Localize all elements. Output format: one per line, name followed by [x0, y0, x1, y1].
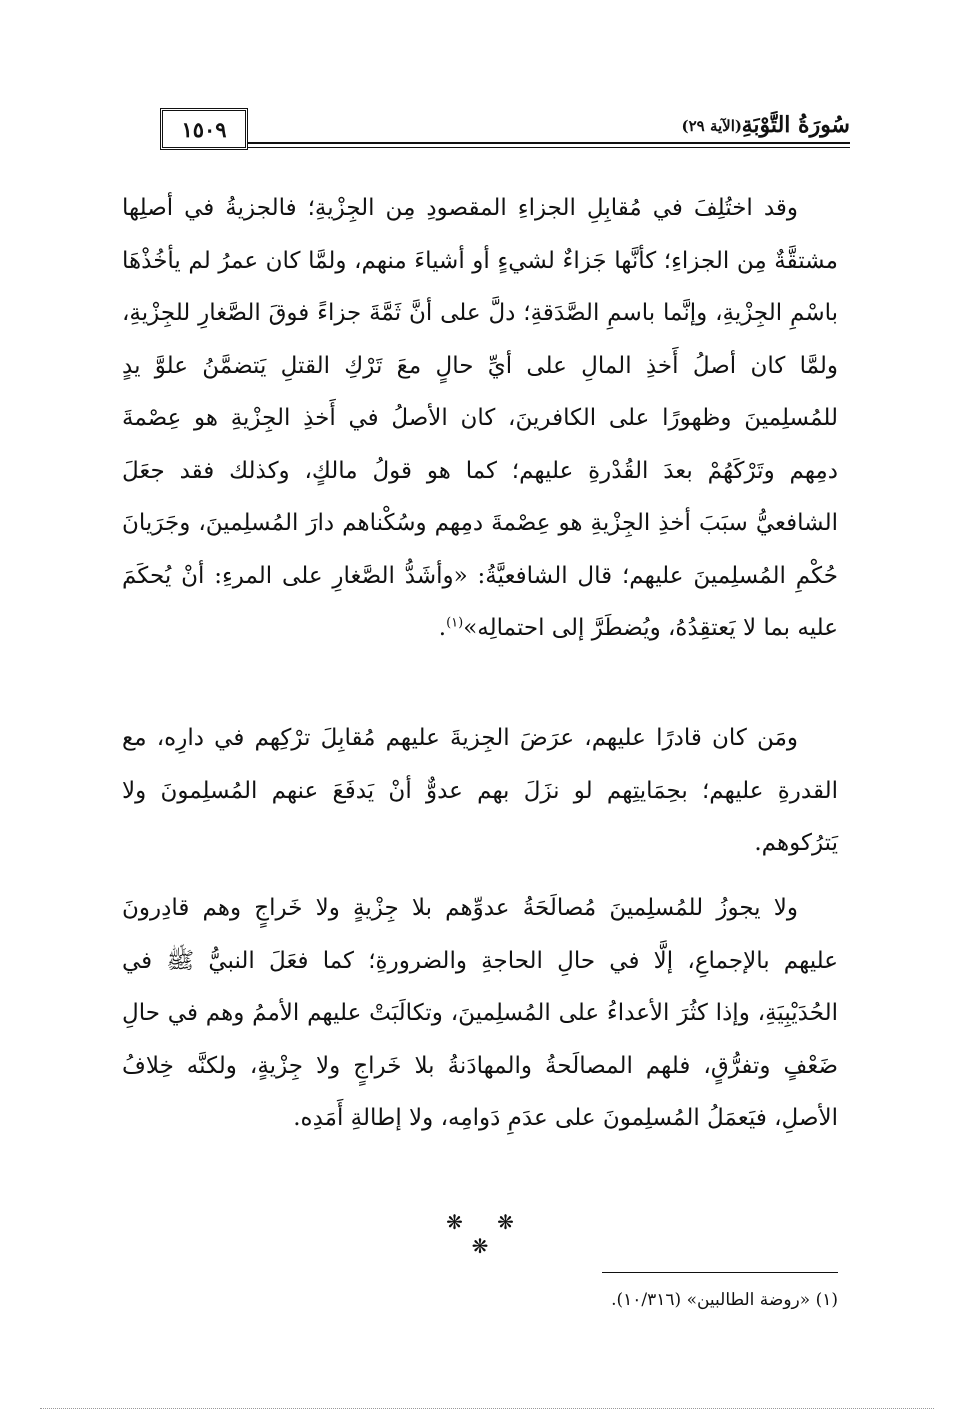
page-header: [160, 112, 850, 162]
footnote-rule: [602, 1272, 838, 1273]
page-number: ١٥٠٩: [181, 116, 227, 142]
paragraph-3-text: ولا يجوزُ للمُسلِمينَ مُصالَحَةُ عدوِّهم بلا جِزْيةٍ ولا خَراجٍ وهم قادِرونَ عليهم بالإجماعِ، إلَّا في حالِ الحاجةِ والضرورةِ؛ كما فعَلَ النبيُّ ﷺ في الحُدَيْبِيَةِ، وإذا كثُرَ الأعداءُ على المُسلِمينَ، وتكالَبَتْ عليهم الأممُ وهم في حالِ ضَعْفٍ وتفرُّقٍ، فلهم المصالَحةُ والمهادَنةُ بلا خَراجٍ ولا جِزْيةٍ، ولكنَّه خِلافُ الأصلِ، فيَعمَلُ المُسلِمونَ على عدَمِ دَوامِه، ولا إطالةِ أَمَدِه.: [122, 895, 838, 1131]
footnote: [500, 1290, 838, 1310]
paragraph-1-end: .: [438, 615, 447, 641]
header-rule-thin: [248, 147, 850, 148]
paragraph-1-text: وقد اختُلِفَ في مُقابِلِ الجزاءِ المقصودِ مِن الجِزْيةِ؛ فالجزيةُ في أصلِها مشتقَّةٌ مِن الجزاءِ؛ كأنَّها جَزاءٌ لشيءٍ أو أشياءَ منهم، ولمَّا كان عمرُ لم يأخُذْهَا باسْمِ الجِزْيةِ، وإنَّما باسمِ الصَّدَقةِ؛ دلَّ على أنَّ ثَمَّةَ جزاءً فوقَ الصَّغارِ للجِزْيةِ، ولمَّا كان أصلُ أَخذِ المالِ على أيِّ حالٍ معَ تَرْكِ القتلِ يَتضمَّنُ علوَّ يدٍ للمُسلِمينَ وظهورًا على الكافرينَ، كان الأصلُ في أَخذِ الجِزْيةِ هو عِصْمةَ دمِهم وتَرْكَهُمْ بعدَ القُدْرةِ عليهم؛ كما هو قولُ مالكٍ، وكذلك فقد جعَلَ الشافعيُّ سبَبَ أخذِ الجِزْيةِ هو عِصْمةَ دمِهم وسُكْناهم دارَ المُسلِمينَ، وجَرَيانَ حُكْمِ المُسلِمينَ عليهم؛ قال الشافعيَّةُ: «وأشَدُّ الصَّغارِ على المرءِ: أنْ يُحكَمَ عليه بما لا يَعتقِدُهُ، ويُضطَرَّ إلى احتمالِه»: [122, 195, 838, 641]
surah-title: سُورَةُ التَّوْبَةِ: [741, 112, 850, 138]
paragraph-1: [122, 182, 838, 655]
header-rule: [248, 142, 850, 144]
footnote-number: (١): [815, 1290, 838, 1310]
ayah-reference: (الآية ٢٩): [681, 117, 742, 135]
footnote-text: «روضة الطالبين» (١٠/٣١٦).: [611, 1290, 811, 1310]
scan-edge-dots: [40, 1408, 934, 1409]
paragraph-2: [122, 712, 838, 870]
footnote-mark[interactable]: (١): [446, 615, 464, 631]
section-separator: ❋ ❋ ❋: [446, 1210, 528, 1258]
paragraph-3: [122, 882, 838, 1145]
paragraph-2-text: ومَن كان قادرًا عليهم، عرَضَ الجِزيةَ عليهم مُقابِلَ ترْكِهم في دارِه، مع القدرةِ عليهم؛ بحِمَايتِهم لو نزَلَ بهم عدوٌّ أنْ يَدفَعَ عنهم المُسلِمونَ ولا يَترُكوهم.: [122, 725, 838, 856]
page-number-box: [160, 108, 248, 150]
